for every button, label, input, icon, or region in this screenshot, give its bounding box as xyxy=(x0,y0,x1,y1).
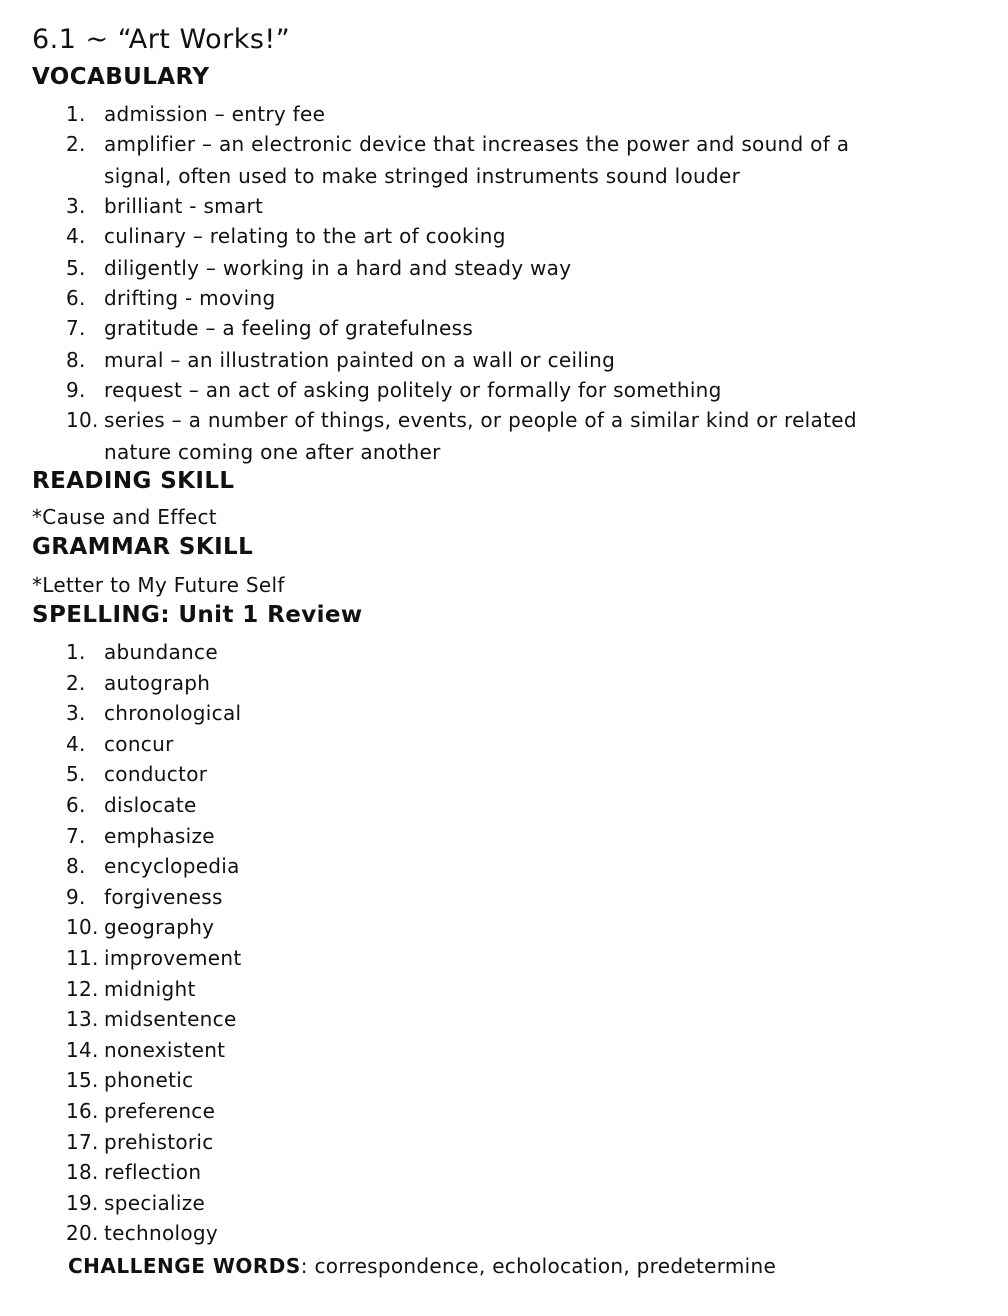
list-number: 12. xyxy=(66,977,99,1001)
vocabulary-definition: signal, often used to make stringed instruments sound louder xyxy=(104,164,741,188)
list-number: 8. xyxy=(66,348,86,372)
grammar-skill-heading: GRAMMAR SKILL xyxy=(32,534,254,560)
list-number: 5. xyxy=(66,762,86,786)
grammar-skill-text: *Letter to My Future Self xyxy=(32,573,285,597)
list-number: 13. xyxy=(66,1007,99,1031)
list-number: 1. xyxy=(66,102,86,126)
vocabulary-definition: gratitude – a feeling of gratefulness xyxy=(104,316,474,340)
list-number: 7. xyxy=(66,824,86,848)
vocabulary-definition: series – a number of things, events, or people of a similar kind or related xyxy=(104,408,857,432)
list-number: 1. xyxy=(66,640,86,664)
spelling-word: prehistoric xyxy=(104,1130,214,1154)
list-number: 20. xyxy=(66,1221,99,1245)
vocabulary-definition: diligently – working in a hard and steady way xyxy=(104,256,572,280)
vocabulary-definition: amplifier – an electronic device that increases the power and sound of a xyxy=(104,132,850,156)
spelling-word: midnight xyxy=(104,977,196,1001)
spelling-word: forgiveness xyxy=(104,885,223,909)
page-title: 6.1 ~ “Art Works!” xyxy=(32,24,291,55)
vocabulary-definition: brilliant - smart xyxy=(104,194,264,218)
list-number: 15. xyxy=(66,1068,99,1092)
vocabulary-definition: request – an act of asking politely or formally for something xyxy=(104,378,722,402)
spelling-word: emphasize xyxy=(104,824,215,848)
list-number: 6. xyxy=(66,286,86,310)
spelling-word: improvement xyxy=(104,946,242,970)
spelling-word: abundance xyxy=(104,640,218,664)
vocabulary-definition: admission – entry fee xyxy=(104,102,326,126)
list-number: 18. xyxy=(66,1160,99,1184)
list-number: 7. xyxy=(66,316,86,340)
spelling-word: conductor xyxy=(104,762,208,786)
list-number: 3. xyxy=(66,194,86,218)
list-number: 4. xyxy=(66,732,86,756)
list-number: 16. xyxy=(66,1099,99,1123)
list-number: 2. xyxy=(66,132,86,156)
spelling-word: encyclopedia xyxy=(104,854,240,878)
spelling-word: dislocate xyxy=(104,793,197,817)
list-number: 14. xyxy=(66,1038,99,1062)
vocabulary-definition: nature coming one after another xyxy=(104,440,441,464)
spelling-word: reflection xyxy=(104,1160,202,1184)
spelling-word: nonexistent xyxy=(104,1038,226,1062)
vocabulary-definition: mural – an illustration painted on a wall or ceiling xyxy=(104,348,616,372)
spelling-word: concur xyxy=(104,732,174,756)
list-number: 19. xyxy=(66,1191,99,1215)
spelling-word: specialize xyxy=(104,1191,206,1215)
list-number: 5. xyxy=(66,256,86,280)
spelling-heading: SPELLING: Unit 1 Review xyxy=(32,602,363,628)
spelling-word: midsentence xyxy=(104,1007,237,1031)
list-number: 11. xyxy=(66,946,99,970)
vocabulary-heading: VOCABULARY xyxy=(32,64,210,90)
list-number: 10. xyxy=(66,408,99,432)
list-number: 2. xyxy=(66,671,86,695)
list-number: 9. xyxy=(66,378,86,402)
spelling-word: technology xyxy=(104,1221,219,1245)
spelling-word: geography xyxy=(104,915,215,939)
list-number: 4. xyxy=(66,224,86,248)
list-number: 3. xyxy=(66,701,86,725)
list-number: 10. xyxy=(66,915,99,939)
list-number: 8. xyxy=(66,854,86,878)
spelling-word: chronological xyxy=(104,701,242,725)
spelling-word: preference xyxy=(104,1099,216,1123)
challenge-words-text: : correspondence, echolocation, predetermine xyxy=(300,1254,777,1278)
reading-skill-heading: READING SKILL xyxy=(32,468,235,494)
spelling-word: autograph xyxy=(104,671,211,695)
challenge-words xyxy=(68,1254,776,1278)
challenge-label: CHALLENGE WORDS xyxy=(68,1254,301,1278)
list-number: 9. xyxy=(66,885,86,909)
vocabulary-definition: drifting - moving xyxy=(104,286,276,310)
reading-skill-text: *Cause and Effect xyxy=(32,505,217,529)
list-number: 17. xyxy=(66,1130,99,1154)
list-number: 6. xyxy=(66,793,86,817)
spelling-word: phonetic xyxy=(104,1068,194,1092)
vocabulary-definition: culinary – relating to the art of cooking xyxy=(104,224,506,248)
